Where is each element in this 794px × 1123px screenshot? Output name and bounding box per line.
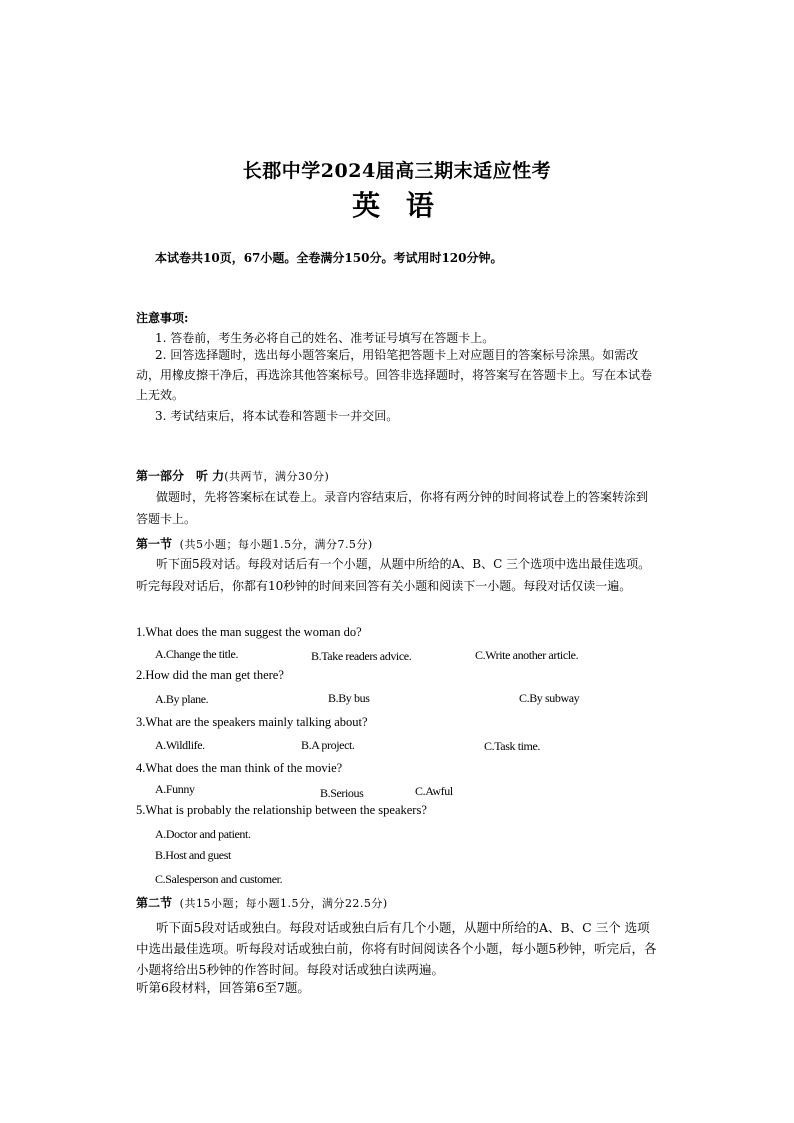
q3-option-c: C.Task time.	[484, 739, 541, 753]
exam-info: 本试卷共10页，67小题。全卷满分150分。考试用时120分钟。	[155, 251, 503, 265]
q1-option-a: A.Change the title.	[155, 647, 239, 661]
subject-title: 英 语	[352, 189, 442, 222]
q4-option-b: B.Serious	[320, 786, 364, 800]
q2-option-b: B.By bus	[328, 691, 370, 705]
q1-option-b: B.Take readers advice.	[311, 649, 412, 663]
q3-option-a: A.Wildlife.	[155, 738, 205, 752]
exam-title: 长郡中学2024届高三期末适应性考	[242, 160, 552, 182]
question-1: 1.What does the man suggest the woman do?	[136, 625, 362, 639]
section2-heading-note: (共15小题；每小题1.5分，满分22.5分)	[179, 897, 388, 910]
q4-option-a: A.Funny	[155, 782, 195, 796]
q2-option-c: C.By subway	[519, 691, 580, 705]
q5-option-a: A.Doctor and patient.	[155, 827, 251, 841]
section1-heading-note: (共5小题；每小题1.5分，满分7.5分)	[179, 538, 373, 551]
part1-heading	[136, 467, 329, 484]
q3-option-b: B.A project.	[301, 738, 355, 752]
q5-option-c: C.Salesperson and customer.	[155, 872, 283, 886]
question-3: 3.What are the speakers mainly talking about?	[136, 715, 368, 729]
q5-option-b: B.Host and guest	[155, 848, 231, 862]
note-item-3: 3. 考试结束后，将本试卷和答题卡一并交回。	[155, 409, 399, 423]
part1-heading-note: (共两节，满分30分)	[224, 470, 330, 483]
section1-heading	[136, 535, 373, 552]
question-4: 4.What does the man think of the movie?	[136, 761, 343, 775]
note-item-1: 1. 答卷前，考生务必将自己的姓名、准考证号填写在答题卡上。	[155, 331, 495, 345]
part1-heading-label: 第一部分 听 力	[136, 469, 225, 483]
section2-material-note: 听第6段材料，回答第6至7题。	[136, 980, 310, 995]
section2-instructions: 听下面5段对话或独白。每段对话或独白后有几个小题，从题中所给的A、B、C 三个 选项中选出最佳选项。听每段对话或独白前，你将有时间阅读各个小题，每小题5秒钟，听完后，各小题将给出5秒钟的作答时间。每段对话或独白读两遍。	[136, 920, 657, 977]
q2-option-a: A.By plane.	[155, 692, 209, 706]
question-5: 5.What is probably the relationship between the speakers?	[136, 803, 427, 817]
question-2: 2.How did the man get there?	[136, 668, 284, 682]
q1-option-c: C.Write another article.	[475, 648, 579, 662]
notes-heading: 注意事项:	[136, 311, 189, 325]
note-item-2: 2. 回答选择题时，选出每小题答案后，用铅笔把答题卡上对应题目的答案标号涂黑。如需改动，用橡皮擦干净后，再选涂其他答案标号。回答非选择题时，将答案写在答题卡上。写在本试卷上无效。	[136, 348, 653, 402]
part1-instructions: 做题时，先将答案标在试卷上。录音内容结束后，你将有两分钟的时间将试卷上的答案转涂到答题卡上。	[136, 490, 649, 526]
section2-heading-label: 第二节	[136, 896, 173, 910]
q4-option-c: C.Awful	[415, 784, 453, 798]
section1-heading-label: 第一节	[136, 537, 173, 551]
section2-heading	[136, 894, 388, 911]
section1-instructions: 听下面5段对话。每段对话后有一个小题，从题中所给的A、B、C 三个选项中选出最佳选项。听完每段对话后，你都有10秒钟的时间来回答有关小题和阅读下一小题。每段对话仅读一遍。	[136, 557, 651, 593]
